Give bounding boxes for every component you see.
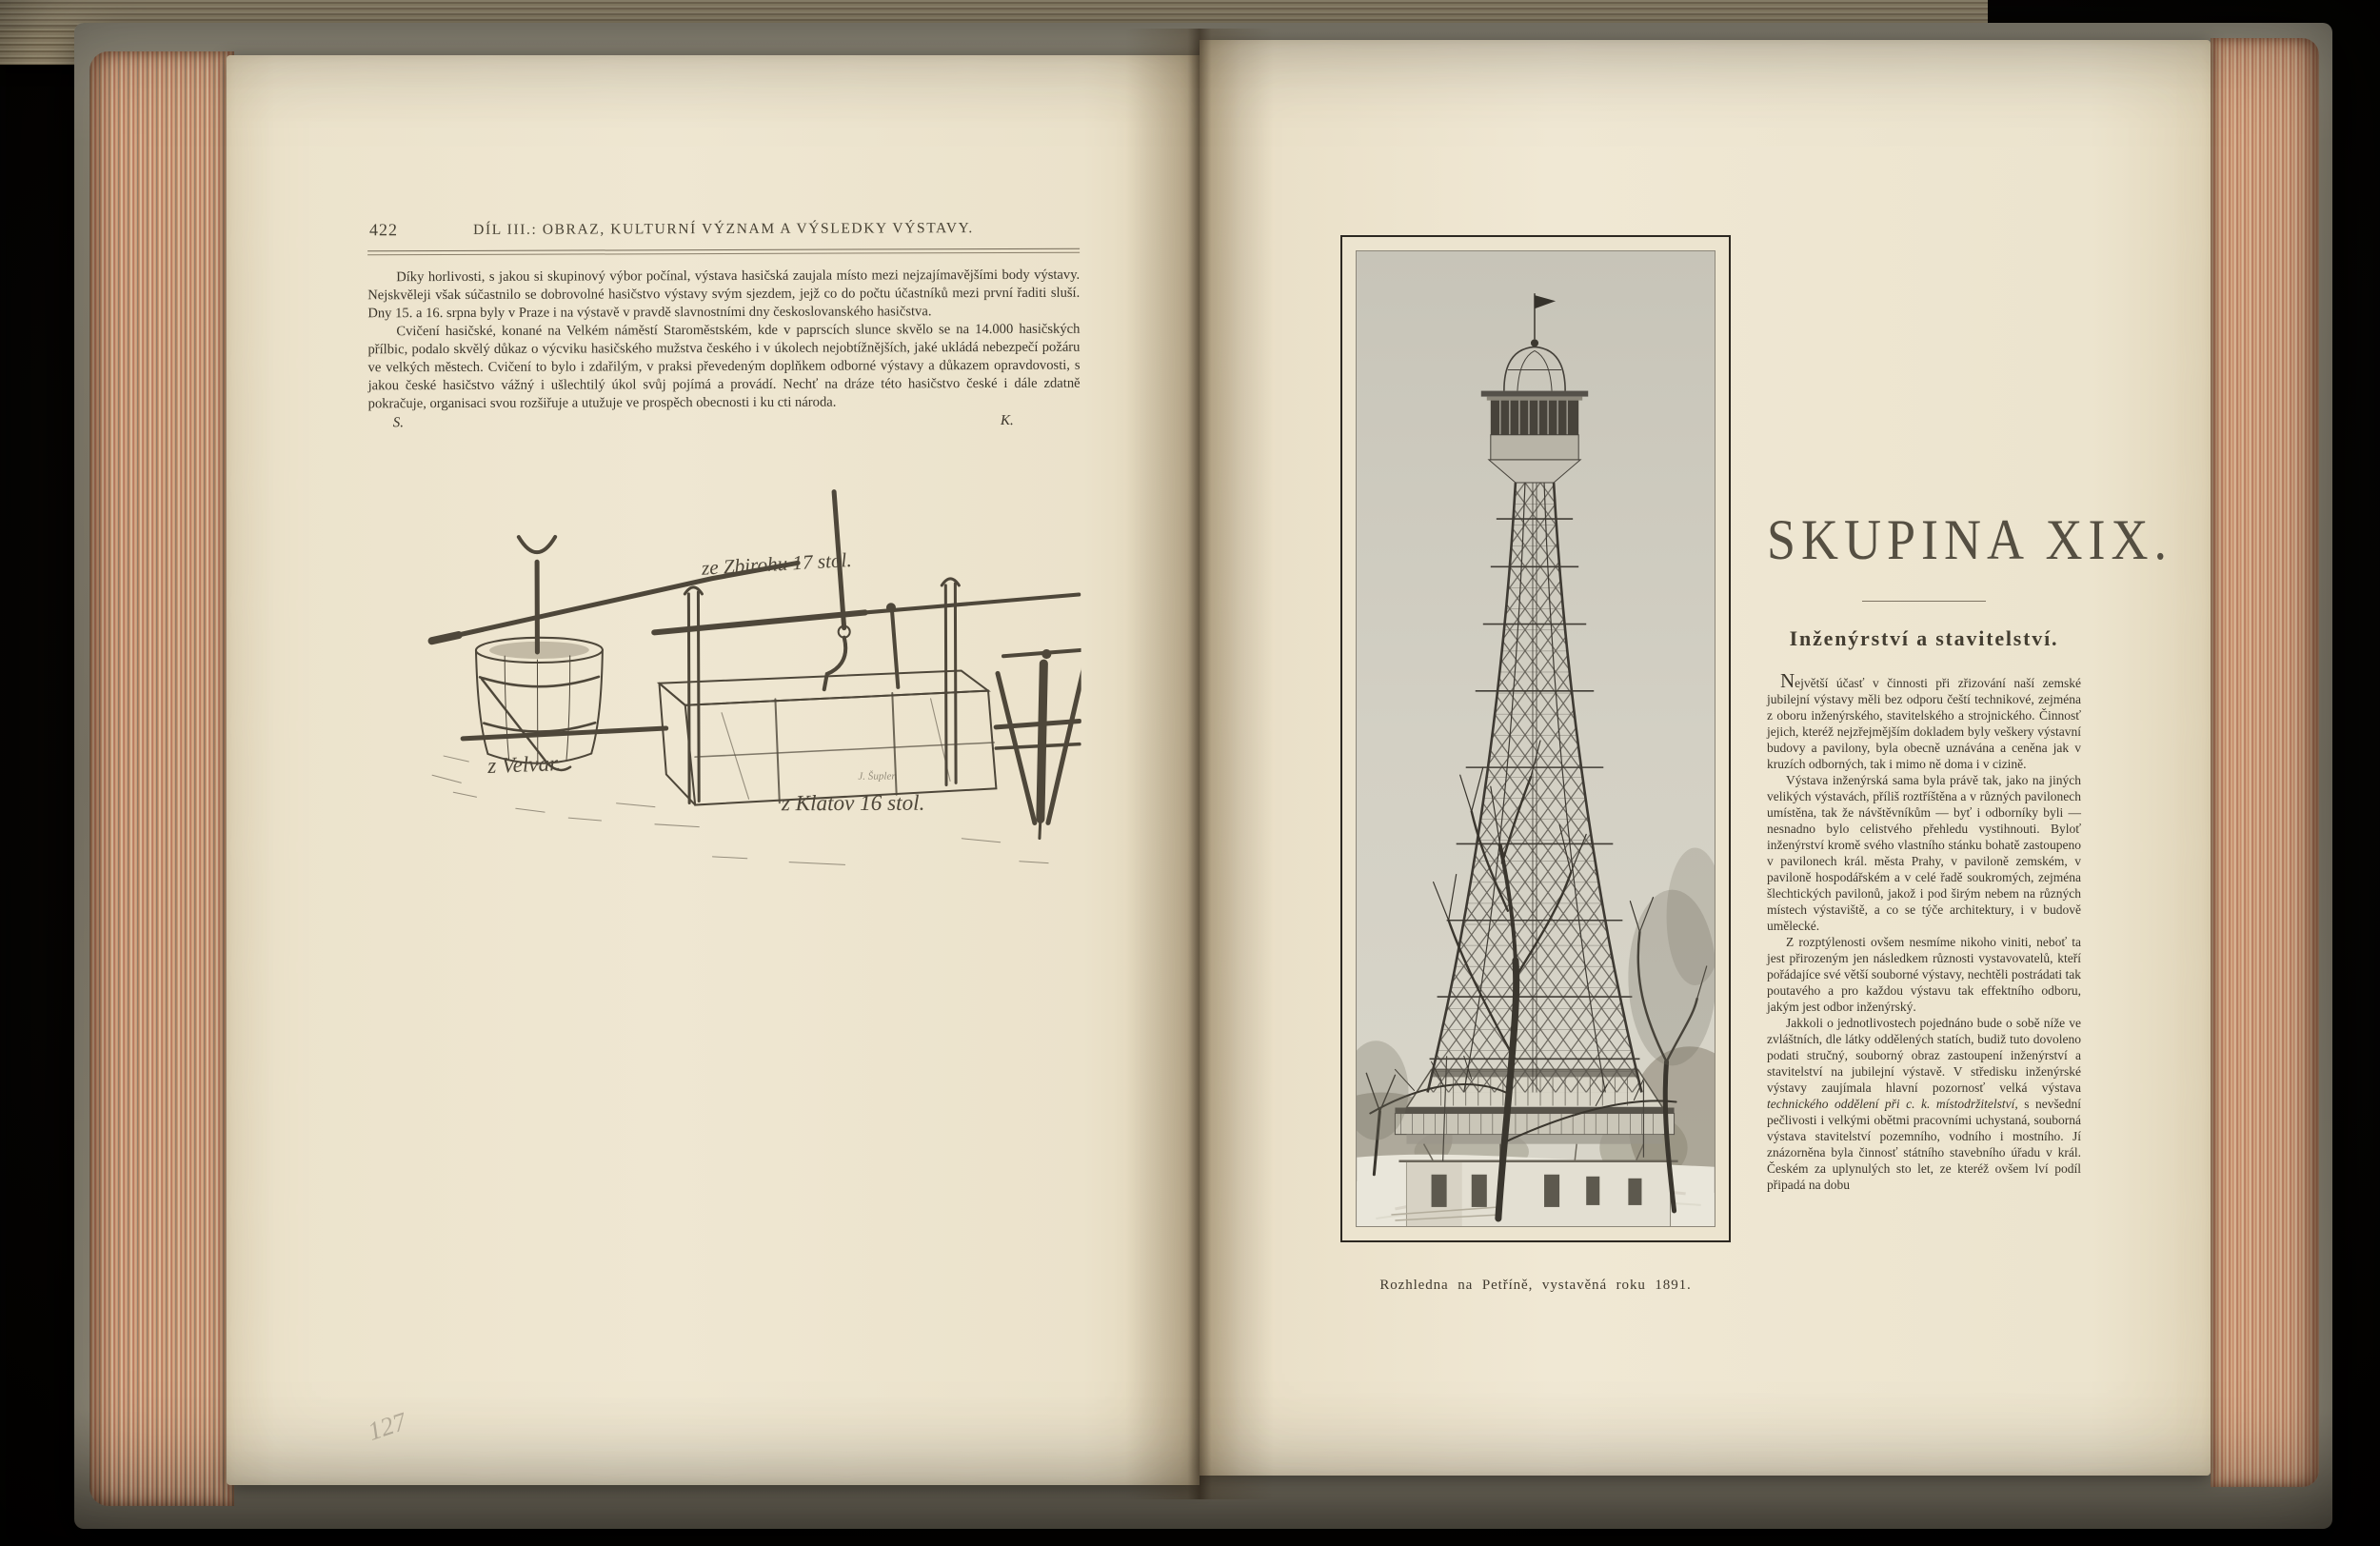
paragraph: [1767, 1015, 2081, 1193]
section-rule: [1862, 601, 1986, 602]
fore-edge-pages-left: [89, 51, 234, 1506]
chapter-body-text: [1767, 669, 2081, 1193]
body-text: [367, 267, 1081, 433]
illustration-label-top: ze Zbirohu 17 stol.: [701, 547, 853, 580]
paragraph: Díky horlivosti, s jakou si skupinový výbor počínal, výstava hasičská zaujala místo mezi nejzajímavějšími body výstavy. Nejskvěleji však súčastnilo se dobrovolné hasičstvo výstavy svým sjezdem, jejž co do počtu účastníků mezi první řaditi sluší. Dny 15. a 16. srpna byly v Praze i na výstavě v pravdě slavnostními dny českoslovanského hasičstva.: [367, 267, 1081, 322]
fire-pumps-illustration: [424, 485, 1081, 886]
paragraph-text: s nevšední pečlivosti i velkými obětmi pracovními uchystaná, souborná výstava stavitelství pozemního, vodního i mostního. Jí znázorněna byla činnosť státního stavebního úřadu v král. Českém za uplynulých sto let, ze kteréž ovšem lví podíl připadá na dobu: [1767, 1097, 2081, 1192]
page-number: 422: [368, 220, 399, 240]
header-double-rule: [367, 248, 1080, 256]
section-heading: SKUPINA XIX.: [1767, 507, 2173, 572]
chapter-column: [1767, 507, 2173, 1193]
running-header: [367, 216, 1080, 244]
signature-initial-left: S.: [392, 415, 405, 431]
running-header-title: DÍL III.: OBRAZ, KULTURNÍ VÝZNAM A VÝSLEDKY VÝSTAVY.: [473, 220, 974, 238]
paragraph: Z rozptýlenosti ovšem nesmíme nikoho viniti, neboť ta jest přirozeným jen následkem různosti vystavovatelů, kteří pořádajíce své větší souborné výstavy, nechtěli postrádati tak poutavého a pro každou výstavu tak effektního odboru, jakým jest odbor inženýrský.: [1767, 935, 2081, 1014]
illustration-artist-mark: J. Šupler: [858, 770, 896, 783]
right-page-content: [1200, 40, 2211, 1476]
photo-caption: Rozhledna na Petříně, vystavěná roku 1891.: [1379, 1278, 1692, 1293]
paragraph: Největší účasť v činnosti při zřizování naší zemské jubilejní výstavy měli bez odporu čeští technikové, zejména z oboru inženýrského, stavitelského a strojnického. Činnosť jejich, kteréž nejzřejmějším dokladem byly veškery výstavní budovy a pavilony, byla obecně uznávána a ceněna jak v kruzích odborných, tak i mimo ně doma i v cizině.: [1767, 669, 2081, 771]
paragraph-text: Jakkoli o jednotlivostech pojednáno bude o sobě níže ve zvláštních, dle látky oddělených statích, budiž tuto dovoleno podati stručný, souborný obraz zastoupení inženýrství a stavitelství na jubilejní výstavě. V středisku inženýrské výstavy zaujímala hlavní pozornosť velká výstava: [1767, 1016, 2081, 1095]
signature-initial-right: K.: [1000, 412, 1014, 428]
right-page: [1200, 40, 2211, 1476]
pencil-annotation: 127: [364, 1406, 410, 1446]
tower-photo-drawing: [1357, 251, 1715, 1226]
left-page-content: [364, 54, 1083, 1487]
fore-edge-pages-right: [2211, 38, 2319, 1487]
paragraph: Cvičení hasičské, konané na Velkém náměstí Staroměstském, kde v paprscích slunce skvělo se na 14.000 hasičských přílbic, podalo skvělý důkaz o výcviku hasičského mužstva českého i v úkolech nejobtížnějších, jaké ukládá nebezpečí požáru ve velkých městech. Cvičení to bylo i zdařilým, v praksi převedeným doplňkem odborné výstavy a důkazem opravdovosti, s jakou české hasičstvo vážný i ušlechtilý úkol svůj pojímá a provádí. Nechť na dráze této hasičstvo české i dále zdatně pokračuje, organisaci svou rozšiřuje a utužuje ve prospěch obecnosti i ku cti národa.: [367, 321, 1081, 412]
paragraph-italic-phrase: technického oddělení při c. k. místodržitelství,: [1767, 1097, 2018, 1111]
illustration-label-left: z Velvar.: [486, 751, 562, 780]
signature-row: [368, 412, 1081, 433]
photo-plate-frame: [1340, 235, 1731, 1242]
illustration-label-right: z Klatov 16 stol.: [781, 790, 925, 817]
paragraph: Výstava inženýrská sama byla právě tak, jako na jiných velikých výstavách, příliš roztříštěna a v různých pavilonech umístěna, tak že návštěvníkům — byť i odborníky byli — nesnadno bylo celistvého přehledu vystihnouti. Byloť inženýrství kromě svého vlastního stánku bohatě zastoupeno v pavilonech král. města Prahy, v paviloně zemském, v paviloně hospodářském a v celé řadě soukromých, zejména šlechtických pavilonů, jakož i pod širým nebem na různých místech výstaviště, a co se týče architektury, i v budově umělecké.: [1767, 773, 2081, 933]
left-page: [227, 55, 1200, 1485]
section-subheading: Inženýrství a stavitelství.: [1789, 626, 2059, 650]
petrin-tower-photo: [1356, 250, 1716, 1227]
fire-pumps-drawing: [424, 485, 1081, 886]
